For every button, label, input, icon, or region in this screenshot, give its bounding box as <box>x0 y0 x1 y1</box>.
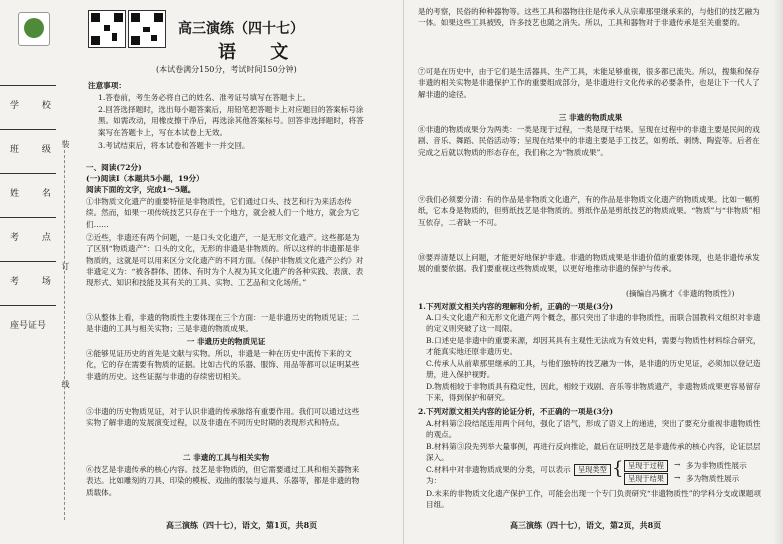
left-page <box>78 0 368 544</box>
article-paragraph: ①非物质文化遗产的重要特征是非物质性，它们通过口头、技艺和行为来活态传续。然而，如果一项传统技艺只存在于一个地方，就会被人们一个地方，就会为它们…… <box>86 197 360 229</box>
article-subheading: 二 非遗的工具与相关实物 <box>182 453 270 462</box>
diagram-branch: 呈现于过程 <box>624 460 668 472</box>
option-b[interactable]: B.口述史是非遗中的重要来源，却因其具有主观性无法成为有效史料，需要与物质性材料综合研究，才能真实地还原非遗历史。 <box>426 336 761 357</box>
notes-item: 1.答卷前，考生务必将自己的姓名、准考证号填写在答题卡上。 <box>98 93 311 102</box>
seat-id-field[interactable]: 座号证号 <box>0 305 56 342</box>
article-subheading: 三 非遗的物质成果 <box>558 113 623 122</box>
section-subheading: (一)阅读Ⅰ（本题共5小题，19分） <box>86 174 204 183</box>
exam-room-field[interactable]: 考 场 <box>0 261 56 298</box>
article-paragraph: ④能够见证历史的首先是文献与实物。所以，非遗是一种在历史中流传下来的文化，它的存在需要有物质的证据。比如古代的乐器、服饰、用品等都可以证明某些非遗的历史。这些证据与非遗的存续密切相关。 <box>86 349 360 381</box>
article-paragraph: ⑨我们必须要分清：有的作品是非物质文化遗产，有的作品是非物质文化遗产的物质成果。比如一幅剪纸，它本身是物质的，但剪纸技艺是非物质的。剪纸作品是剪纸技艺的物质成果。“物质”与“非物质”相互依存，二者缺一不可。 <box>418 195 761 227</box>
school-badge-icon <box>18 12 50 46</box>
option-c[interactable]: C.材料中对非遗物质成果的分类，可以表示为： <box>426 465 571 486</box>
article-subheading: 一 非遗历史的物质见证 <box>186 337 266 346</box>
question-stem: 2.下列对原文相关内容的论证分析，不正确的一项是(3分) <box>418 407 614 416</box>
name-field[interactable]: 姓 名 <box>0 173 56 210</box>
exam-title: 高三演练（四十七） <box>178 21 304 37</box>
subject-title: 语 文 <box>218 42 303 63</box>
option-a[interactable]: A.材料第②段结尾连用两个问句，强化了语气，形成了语义上的递进，突出了要充分重视非遗物质性的观点。 <box>426 419 761 440</box>
article-paragraph: ③从整体上看，非遗的物质性主要体现在三个方面：一是非遗历史的物质见证；二是非遗的工具与相关实物；三是非遗的物质成果。 <box>86 313 360 334</box>
article-paragraph: ⑧非遗的物质成果分为两类：一类是现于过程，一类是现于结果。呈现在过程中的非遗主要是民间的戏剧、音乐、舞蹈、民俗活动等；呈现在结果中的非遗主要是手工技艺，如剪纸、刺绣、陶瓷等。后者在完成之后就以物质的形态存在，我们称之为“物质成果”。 <box>418 125 760 157</box>
class-field[interactable]: 班 级 <box>0 129 56 166</box>
notes-item: 3.考试结束后，将本试卷和答题卡一并交回。 <box>98 141 250 150</box>
option-a[interactable]: A.口头文化遗产和无形文化遗产两个概念，都只突出了非遗的非物质性，而联合国教科文组织对非遗的定义则突破了这一局限。 <box>426 313 761 334</box>
right-page <box>418 0 768 544</box>
article-paragraph: ②近些，非遗还有两个问题，一是口头文化遗产，一是无形文化遗产。这些都是为了区别“物质遗产”：口头的文化，无形的非遗是非物质的。所以这样的非遗都是非物质的，这就是可以用来区分文化遗产的不同方面。《保护非物质文化遗产公约》对非遗定义为：“被各群体、团体、有时为个人视为其文化遗产的各种实践、表演、表现形式、知识和技能及其有关的工具、实物、工艺品和文化场所。” <box>86 233 364 288</box>
article-paragraph: 是的考察，民俗的种种器物等。这些工具和器物往往是传承人从宗辈那里继承来的，与他们的技艺融为一体。如果这些工具被毁，许多技艺也随之消失。所以，工具和器物对于非遗传承是至关重要的。 <box>418 7 760 28</box>
section-heading: 一、阅读(72分) <box>86 163 142 172</box>
section-instruction: 阅读下面的文字，完成1～5题。 <box>86 185 196 194</box>
diagram-target: 多为非物质性展示 <box>686 461 747 470</box>
option-d[interactable]: D.物质相较于非物质具有稳定性，因此，相较于戏剧、音乐等非物质遗产，非遗物质成果更容易留存下来，得到保护和研究。 <box>426 382 761 403</box>
binding-mark: 订 <box>61 262 70 270</box>
diagram-target: 多为物质性展示 <box>686 474 740 483</box>
article-paragraph: ⑦可是在历史中，由于它们是生活器具、生产工具，未能足够重视，很多都已流失。所以，搜集和保存非遗的相关实物是非遗保护工作的重要组成部分，是非遗进行文化传承的必要条件，也是让下一代人了解非遗的途径。 <box>418 67 760 99</box>
source-citation: (摘编自冯骥才《非遗的物质性》) <box>626 289 735 298</box>
brace-icon: { <box>612 458 624 479</box>
notes-heading: 注意事项： <box>88 81 126 90</box>
binding-mark: 线 <box>61 380 70 388</box>
diagram-root: 呈现类型 <box>574 464 611 476</box>
binding-strip <box>0 85 61 385</box>
binding-mark: 装 <box>61 140 70 148</box>
page-divider <box>403 0 404 544</box>
diagram-branch: 呈现于结果 <box>624 473 668 485</box>
article-paragraph: ⑥技艺是非遗传承的核心内容。技艺是非物质的，但它需要通过工具和相关器物来表达。比如雕刻的刀具、印染的模板、戏曲的服装与道具、乐器等，都是非遗的物质载体。 <box>86 465 360 497</box>
arrow-right-icon: → <box>674 460 681 469</box>
page-footer: 高三演练（四十七），语文，第2页，共8页 <box>510 520 662 530</box>
option-d[interactable]: D.未来的非物质文化遗产保护工作，可能会出现一个专门负责研究“非遗物质性”的学科分支或课题项目组。 <box>426 489 761 510</box>
page-footer: 高三演练（四十七），语文，第1页，共8页 <box>166 520 318 530</box>
binding-cut-line <box>64 140 65 520</box>
option-c[interactable]: C.传承人从前辈那里继承的工具，与他们独特的技艺融为一体，是非遗的历史见证，必须加以登记造册，进入保护视野。 <box>426 359 761 380</box>
article-paragraph: ⑩要弄清楚以上问题，才能更好地保护非遗。非遗的物质成果是非遗价值的重要体现，也是非遗传承发展的重要依据。我们要重视这些物质成果，以更好地推动非遗的保护与传承。 <box>418 253 760 274</box>
option-b[interactable]: B.材料第③段先列举大量事例，再进行反向推论，最后在证明技艺是非遗传承的核心内容，论证层层深入。 <box>426 442 761 463</box>
article-paragraph: ⑤非遗的历史物质见证，对于认识非遗的传承脉络有重要作用。我们可以通过这些实物了解非遗的发展演变过程，以及非遗在不同历史时期的表现形式和特点。 <box>86 407 360 428</box>
question-stem: 1.下列对原文相关内容的理解和分析，正确的一项是(3分) <box>418 302 614 311</box>
arrow-right-icon: → <box>674 473 681 482</box>
exam-subline: (本试卷满分150分，考试时间150分钟) <box>156 65 297 74</box>
exam-site-field[interactable]: 考 点 <box>0 217 56 254</box>
notes-item: 2.回答选择题时，选出每小题答案后，用铅笔把答题卡上对应题目的答案标号涂黑。如需改动，用橡皮擦干净后，再选涂其他答案标号。回答非选择题时，将答案写在答题卡上，写在本试卷上无效。 <box>98 105 364 137</box>
school-field[interactable]: 学 校 <box>0 85 56 122</box>
